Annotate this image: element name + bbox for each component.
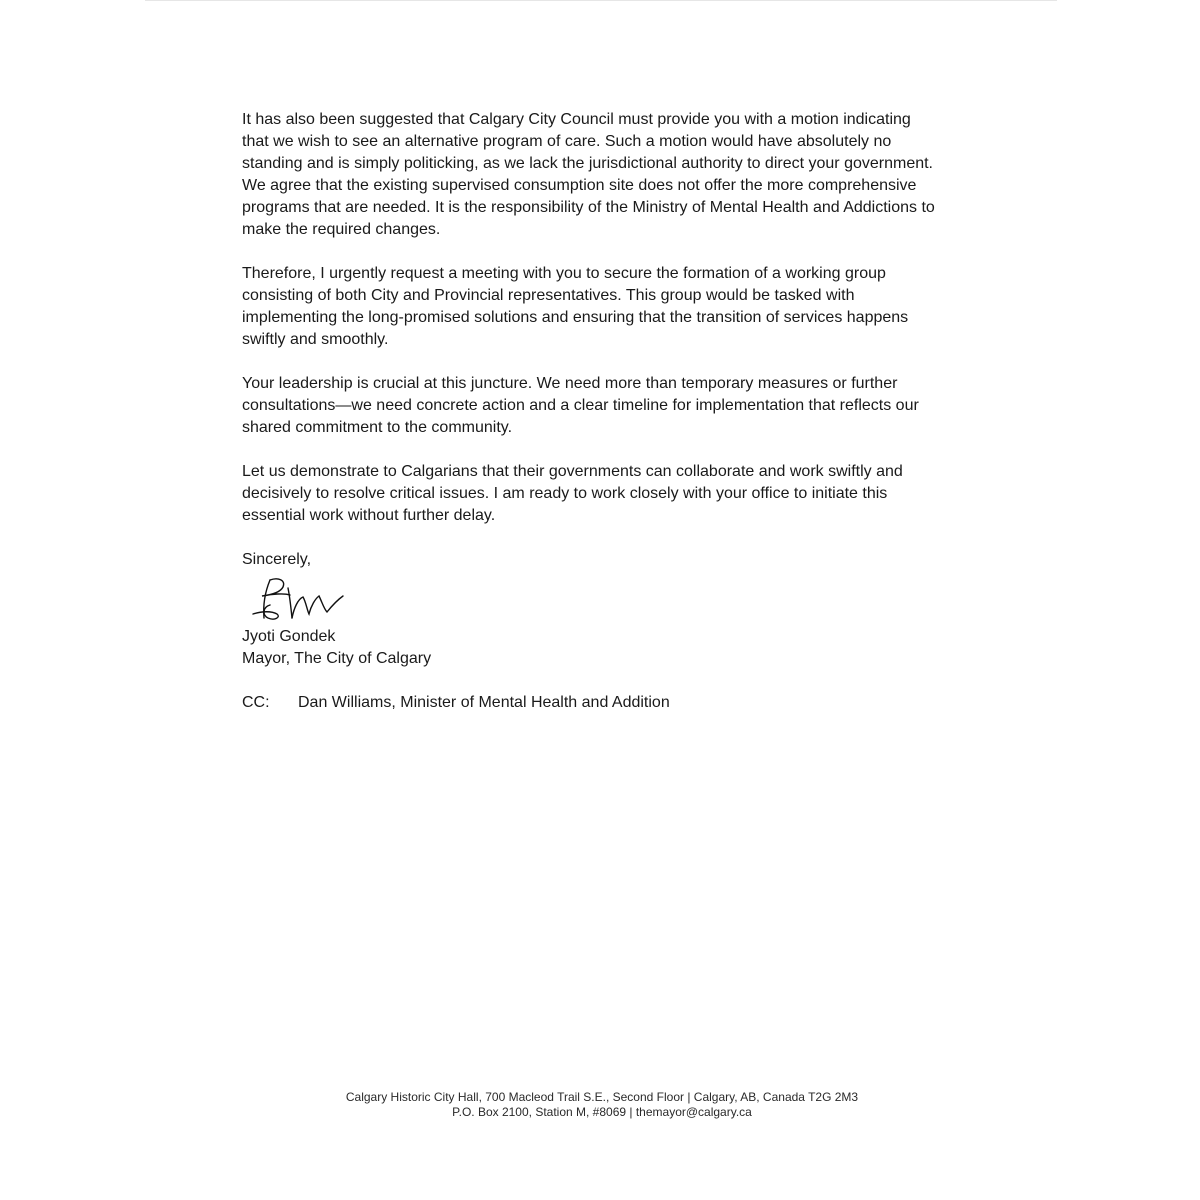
- closing-salutation: Sincerely,: [242, 551, 312, 568]
- paragraph-meeting-request: Therefore, I urgently request a meeting with you to secure the formation of a working group consisting of both City and Provincial representatives. This group would be tasked with implementing the long-promised solutions and ensuring that the transition of services happens swiftly and smoothly.: [242, 265, 909, 348]
- cc-line: [242, 692, 987, 714]
- footer-contact: P.O. Box 2100, Station M, #8069 | themayor@calgary.ca: [452, 1105, 752, 1119]
- signer-name: Jyoti Gondek: [242, 628, 336, 645]
- cc-label: CC:: [242, 694, 270, 711]
- letter-body: [242, 109, 987, 714]
- letterhead-footer: [0, 1090, 1200, 1120]
- footer-address: Calgary Historic City Hall, 700 Macleod Trail S.E., Second Floor | Calgary, AB, Canada T2G 2M3: [345, 1090, 859, 1104]
- paragraph-demonstrate: Let us demonstrate to Calgarians that their governments can collaborate and work swiftly and decisively to resolve critical issues. I am ready to work closely with your office to initiate this essential work without further delay.: [242, 463, 903, 524]
- paragraph-leadership: Your leadership is crucial at this juncture. We need more than temporary measures or further consultations—we need concrete action and a clear timeline for implementation that reflects our shared commitment to the community.: [242, 375, 919, 436]
- top-divider: [145, 0, 1057, 1]
- signer-title: Mayor, The City of Calgary: [242, 650, 432, 667]
- paragraph-motion: It has also been suggested that Calgary City Council must provide you with a motion indicating that we wish to see an alternative program of care. Such a motion would have absolutely no standing and is simply politicking, as we lack the jurisdictional authority to direct your government. We agree that the existing supervised consumption site does not offer the more comprehensive programs that are needed. It is the responsibility of the Ministry of Mental Health and Addictions to make the required changes.: [242, 111, 935, 238]
- cc-recipient: Dan Williams, Minister of Mental Health and Addition: [298, 694, 670, 711]
- handwritten-signature: [250, 574, 360, 626]
